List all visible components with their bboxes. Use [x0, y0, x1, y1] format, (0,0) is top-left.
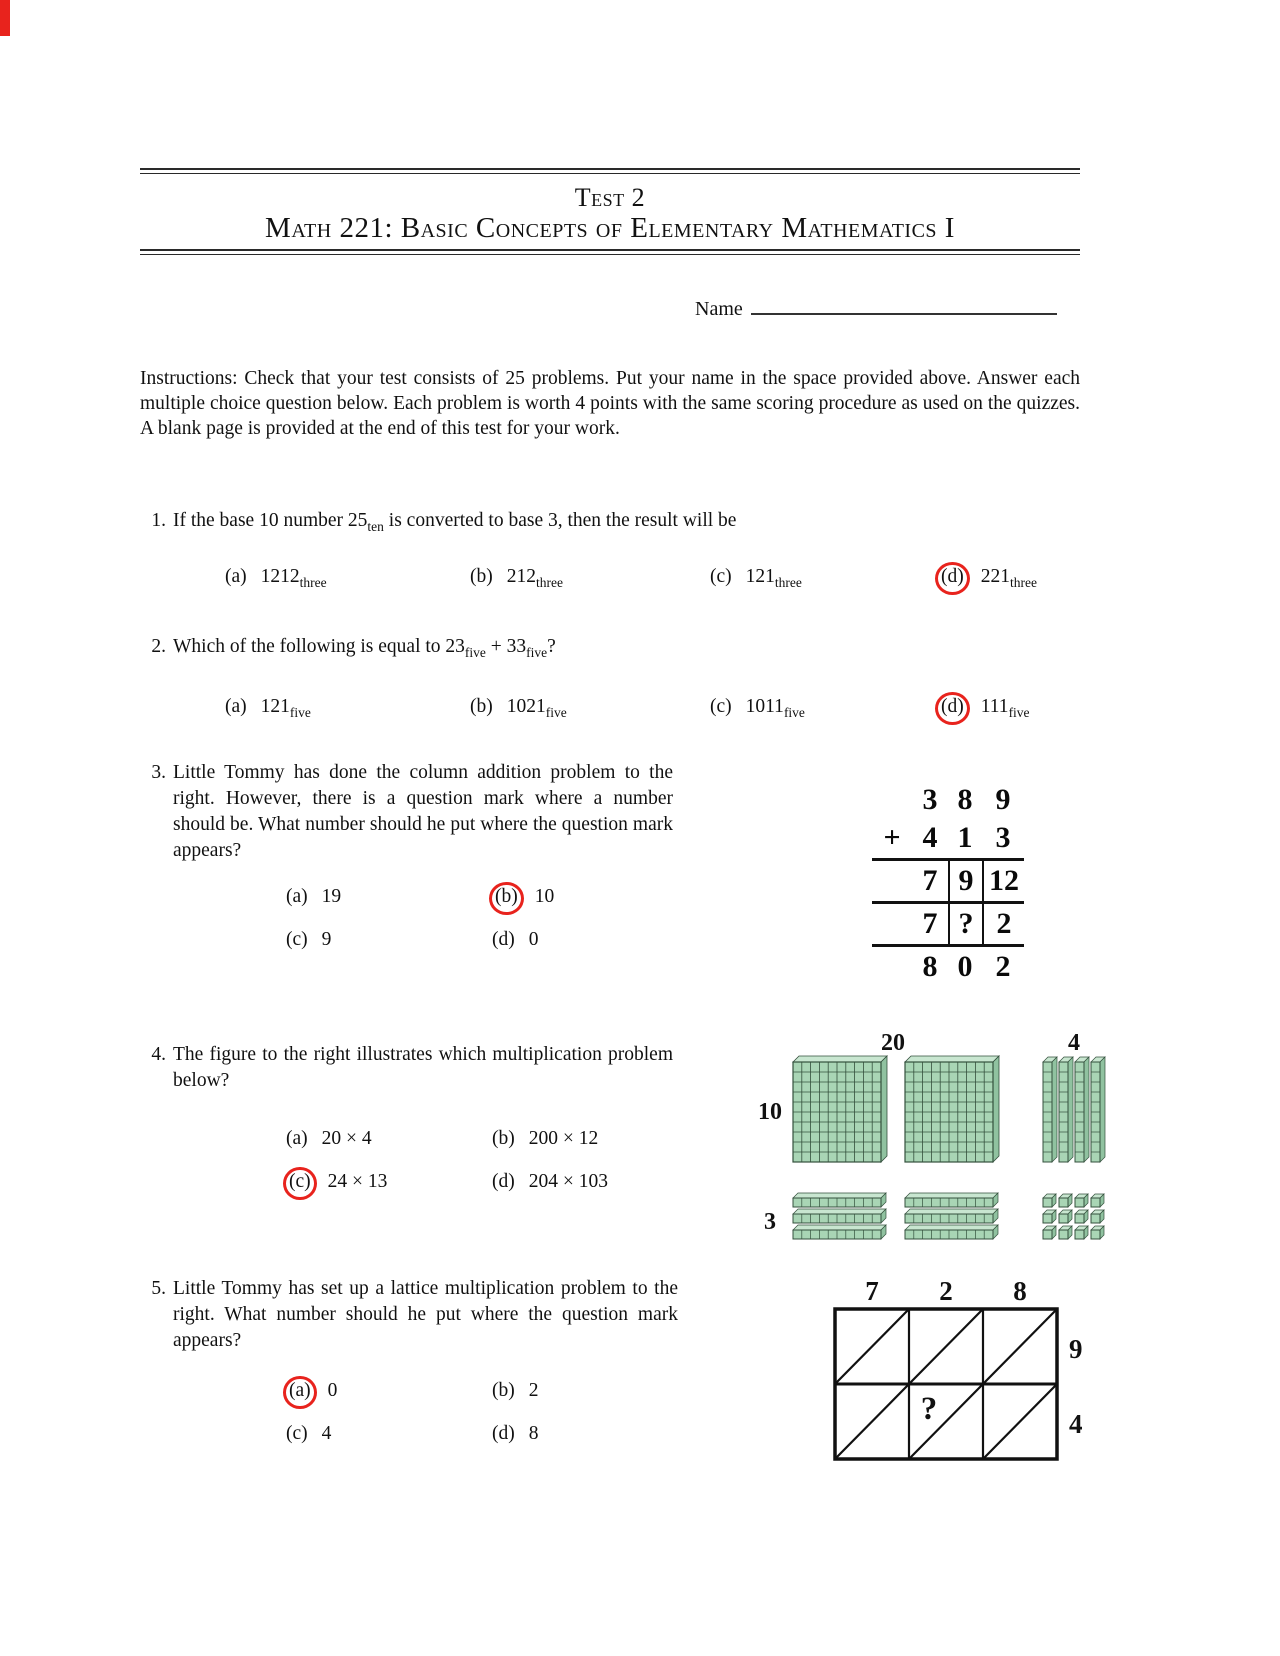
q5-option-a: (a) 0 — [286, 1380, 337, 1404]
q3-option-a: (a) 19 — [286, 886, 342, 907]
column-addition-figure — [872, 780, 1024, 987]
q1-option-a: (a) $1212_{three}$ — [225, 566, 327, 590]
q3-option-b: (b) 10 — [492, 886, 554, 910]
name-blank-line[interactable] — [751, 295, 1057, 315]
q1-option-d: (d) $221_{three}$ — [938, 566, 1037, 590]
q1-option-c: (c) $121_{three}$ — [710, 566, 802, 590]
test-title: Test 2 — [574, 183, 646, 212]
q1-option-b: (b) $212_{three}$ — [470, 566, 563, 590]
q2-option-d: (d) $111_{five}$ — [938, 696, 1030, 720]
lattice-question-mark: ? — [920, 1391, 938, 1427]
header-bottom-rule — [140, 249, 1080, 255]
q5-option-c: (c) 4 — [286, 1423, 332, 1444]
question-3-text: Little Tommy has done the column addition problem to the right. However, there is a question mark where a number should be. What number should he put where the question mark appears? — [173, 762, 673, 861]
addition-total-row: 8 0 2 — [872, 944, 1024, 987]
svg-text:20: 20 — [881, 1030, 905, 1056]
addition-addend1-row: 3 8 9 — [922, 783, 1011, 816]
question-2 — [140, 634, 556, 660]
addition-question-mark: ? — [948, 904, 982, 944]
svg-text:10: 10 — [758, 1099, 782, 1125]
lattice-col-label-3: 8 — [1013, 1278, 1027, 1306]
addition-partial2-row: 7 ? 2 — [872, 901, 1024, 944]
q4-option-d: (d) 204 × 103 — [492, 1171, 608, 1192]
lattice-svg — [798, 1278, 1098, 1470]
lattice-row-label-2: 4 — [1069, 1409, 1083, 1439]
q4-option-c: (c) 24 × 13 — [286, 1171, 387, 1195]
svg-text:4: 4 — [1068, 1030, 1080, 1056]
question-3-number: 3. — [151, 762, 166, 783]
header-top-rule — [140, 168, 1080, 174]
q2-option-b: (b) $1021_{five}$ — [470, 696, 567, 720]
name-label: Name — [695, 298, 743, 320]
q5-option-b: (b) 2 — [492, 1380, 539, 1401]
svg-text:3: 3 — [764, 1209, 776, 1235]
instructions-paragraph: Instructions: Check that your test consists of 25 problems. Put your name in the space provided above. Answer each multiple choice question below. Each problem is worth 4 points with the same scoring procedure as used on the quizzes. A blank page is provided at the end of this test for your work. — [140, 368, 1080, 439]
question-4-text: The figure to the right illustrates which multiplication problem below? — [173, 1044, 673, 1091]
q3-option-d: (d) 0 — [492, 929, 539, 950]
question-1 — [140, 508, 736, 534]
question-3 — [140, 760, 673, 864]
plus-sign: + — [883, 821, 901, 854]
lattice-col-label-2: 2 — [939, 1278, 953, 1306]
red-corner-mark — [0, 0, 10, 36]
lattice-row-label-1: 9 — [1069, 1334, 1083, 1364]
question-5-number: 5. — [151, 1278, 166, 1299]
q5-option-d: (d) 8 — [492, 1423, 539, 1444]
course-title: Math 221: Basic Concepts of Elementary Mathematics I — [265, 212, 955, 244]
question-1-number: 1. — [151, 510, 166, 531]
question-5-text: Little Tommy has set up a lattice multiplication problem to the right. What number should he put where the question mark appears? — [173, 1278, 678, 1351]
q3-option-c: (c) 9 — [286, 929, 332, 950]
addition-addend2-row: + 4 1 3 — [872, 818, 1024, 858]
base10-blocks-figure — [745, 1022, 1111, 1251]
question-2-number: 2. — [151, 636, 166, 657]
q4-option-a: (a) 20 × 4 — [286, 1128, 372, 1149]
lattice-col-label-1: 7 — [865, 1278, 879, 1306]
addition-partial1-row: 7 9 12 — [872, 858, 1024, 901]
name-row — [695, 295, 1057, 321]
question-2-text: Which of the following is equal to $23_{five} + 33_{five}$? — [173, 636, 556, 660]
q2-option-a: (a) $121_{five}$ — [225, 696, 311, 720]
question-4-number: 4. — [151, 1044, 166, 1065]
q4-option-b: (b) 200 × 12 — [492, 1128, 599, 1149]
question-5 — [140, 1276, 678, 1354]
q2-option-c: (c) $1011_{five}$ — [710, 696, 805, 720]
question-4 — [140, 1042, 673, 1094]
question-1-text: If the base 10 number $25_{ten}$ is converted to base 3, then the result will be — [173, 510, 737, 534]
lattice-multiplication-figure — [798, 1278, 1098, 1475]
base10-blocks-svg — [745, 1022, 1111, 1246]
